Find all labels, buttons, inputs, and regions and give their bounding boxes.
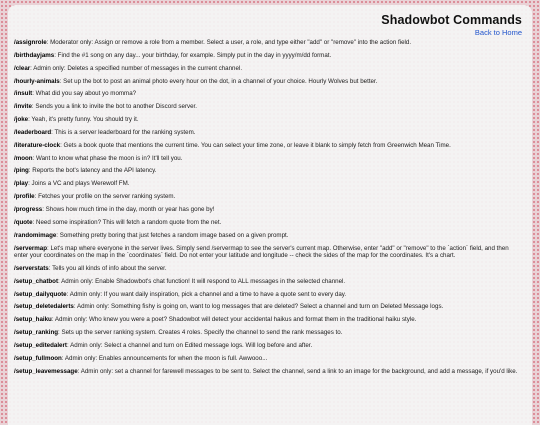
command-name: /play <box>14 180 29 188</box>
command-name: /quote <box>14 218 33 226</box>
command-item <box>14 39 524 47</box>
command-description: : Admin only: If you want daily inspiration, pick a channel and a time to have a quote sent to every day. <box>66 290 347 298</box>
command-name: /birthdayjams <box>14 51 55 59</box>
command-item <box>14 368 524 376</box>
command-item <box>14 142 524 150</box>
command-item <box>14 303 524 311</box>
command-name: /progress <box>14 205 43 213</box>
command-name: /setup_haiku <box>14 316 52 324</box>
command-item <box>14 103 524 111</box>
command-description: : Need some inspiration? This will fetch a random quote from the net. <box>32 218 222 226</box>
command-description: : Sets up the server ranking system. Creates 4 roles. Specify the channel to send the rank messages to. <box>58 329 343 337</box>
command-item <box>14 90 524 98</box>
command-item <box>14 78 524 86</box>
command-name: /servermap <box>14 244 48 252</box>
command-item <box>14 167 524 175</box>
command-item <box>14 193 524 201</box>
command-name: /assignrole <box>14 39 47 46</box>
command-description: : Sends you a link to invite the bot to another Discord server. <box>31 103 197 111</box>
command-name: /setup_ranking <box>14 329 59 337</box>
command-name: /joke <box>14 116 29 124</box>
command-description: : Moderator only: Assign or remove a role from a member. Select a user, a role, and type either "add" or "remove" into the action field. <box>46 39 412 46</box>
command-description: : Admin only: Enable Shadowbot's chat function! It will respond to ALL messages in the selected channel. <box>58 277 346 285</box>
back-to-home-link[interactable]: Back to Home <box>474 28 522 37</box>
command-description: : Want to know what phase the moon is in? It'll tell you. <box>32 154 183 162</box>
command-list <box>14 39 524 381</box>
command-item <box>14 232 524 240</box>
command-description: : Let's map where everyone in the server lives. Simply send /servermap to see the server's current map. Otherwise, enter "add" or "remove" to the `action` field, and then enter your coordinates on the map in the `coordinates` field. Do not enter your latitude and longitude -- check the sides of the map for the coordinates. It's a chart. <box>14 244 509 260</box>
command-name: /moon <box>14 154 33 162</box>
command-name: /setup_editedalert <box>14 342 67 349</box>
command-name: /hourly-animals <box>14 77 60 85</box>
command-name: /setup_chatbot <box>14 277 59 285</box>
command-name: /profile <box>14 193 35 201</box>
command-item <box>14 245 524 260</box>
command-item <box>14 278 524 286</box>
command-description: : Yeah, it's pretty funny. You should try it. <box>28 116 139 124</box>
command-description: : Reports the bot's latency and the API latency. <box>28 167 157 175</box>
command-description: : Find the #1 song on any day... your birthday, for example. Simply put in the day in yyyy/m/dd format. <box>54 51 332 59</box>
command-description: : Joins a VC and plays Werewolf FM. <box>28 180 130 188</box>
command-name: /randomimage <box>14 231 57 239</box>
command-description: : Admin only: Deletes a specified number of messages in the current channel. <box>30 64 243 72</box>
command-description: : Admin only: Something fishy is going on, want to log messages that are deleted? Select a channel and turn on Deleted Message logs. <box>73 303 444 311</box>
command-item <box>14 52 524 60</box>
command-item <box>14 180 524 188</box>
command-description: : This is a server leaderboard for the ranking system. <box>51 128 196 136</box>
page-title: Shadowbot Commands <box>381 13 522 27</box>
command-item <box>14 342 524 350</box>
command-name: /leaderboard <box>14 128 52 136</box>
page-header <box>381 13 522 37</box>
command-name: /setup_deletedalerts <box>14 303 74 311</box>
command-name: /invite <box>14 103 32 111</box>
command-name: /serverstats <box>14 264 49 272</box>
command-description: : Shows how much time in the day, month or year has gone by! <box>42 205 215 213</box>
command-description: : Admin only: Select a channel and turn on Edited message logs. Will log before and after. <box>66 342 313 349</box>
command-name: /setup_fullmoon <box>14 354 62 362</box>
command-description: : What did you say about yo momma? <box>32 90 137 98</box>
command-name: /clear <box>14 64 31 72</box>
command-item <box>14 329 524 337</box>
command-name: /insult <box>14 90 33 98</box>
command-description: : Gets a book quote that mentions the current time. You can select your time zone, or leave it blank to simply fetch from Greenwich Mean Time. <box>60 141 451 149</box>
command-item <box>14 316 524 324</box>
command-item <box>14 129 524 137</box>
command-name: /literature-clock <box>14 141 61 149</box>
command-name: /setup_dailyquote <box>14 290 67 298</box>
command-description: : Tells you all kinds of info about the server. <box>48 264 167 272</box>
commands-panel <box>8 5 532 425</box>
command-item <box>14 206 524 214</box>
command-name: /ping <box>14 167 29 175</box>
command-item <box>14 355 524 363</box>
command-description: : Something pretty boring that just fetches a random image based on a given prompt. <box>56 231 289 239</box>
command-name: /setup_leavemessage <box>14 367 78 375</box>
command-description: : Admin only: Who knew you were a poet? Shadowbot will detect your accidental haikus and format them in the traditional haiku style. <box>51 316 417 324</box>
command-item <box>14 65 524 73</box>
command-description: : Admin only: Enables announcements for when the moon is full. Awwooo... <box>61 354 268 362</box>
command-item <box>14 265 524 273</box>
command-description: : Fetches your profile on the server ranking system. <box>34 193 176 201</box>
command-item <box>14 155 524 163</box>
command-description: : Admin only: set a channel for farewell messages to be sent to. Select the channel, send a link to an image for the background, and add a message, if you'd like. <box>77 367 518 375</box>
command-item <box>14 219 524 227</box>
command-description: : Set up the bot to post an animal photo every hour on the dot, in a channel of your choice. Hourly Wolves but better. <box>59 77 378 85</box>
command-item <box>14 291 524 299</box>
command-item <box>14 116 524 124</box>
